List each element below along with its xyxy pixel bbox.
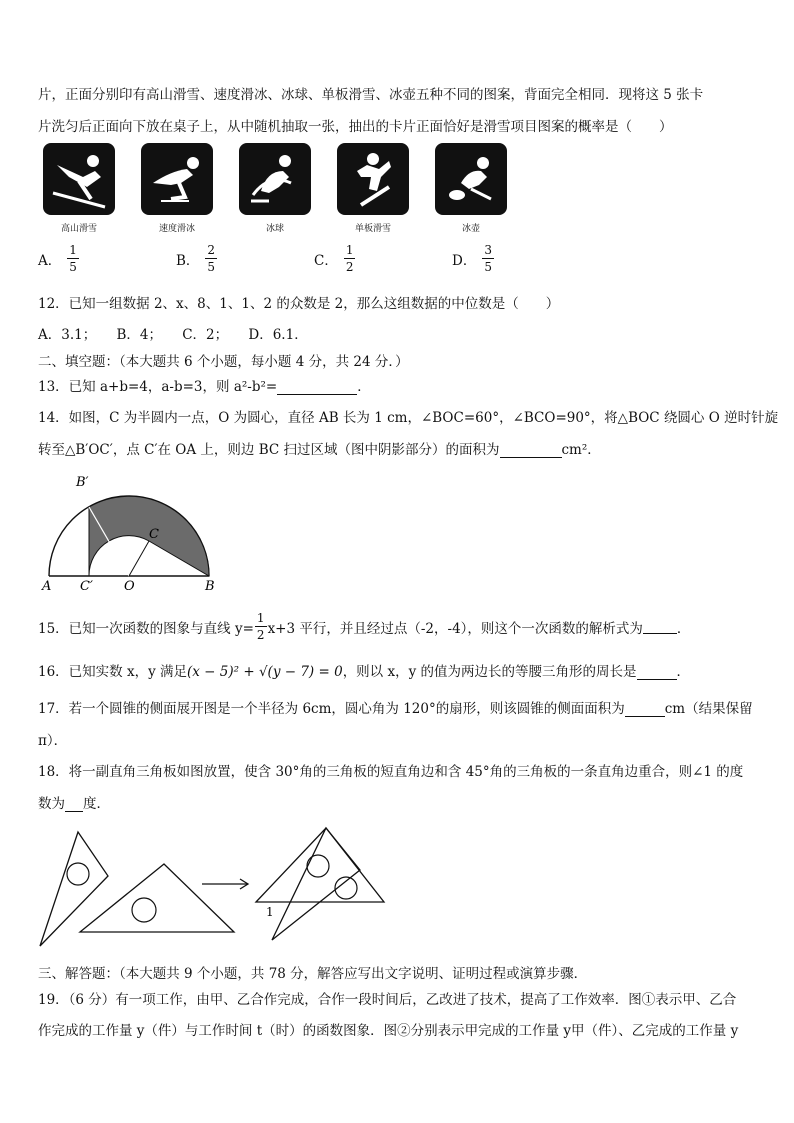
option-c bbox=[314, 244, 355, 273]
denominator: 5 bbox=[69, 260, 77, 274]
card-caption: 单板滑雪 bbox=[354, 224, 391, 234]
option-b bbox=[176, 244, 217, 273]
combined-triangle-30 bbox=[272, 828, 360, 940]
option-label: D． bbox=[452, 252, 477, 269]
sport-cards bbox=[38, 143, 518, 243]
card-caption: 速度滑冰 bbox=[158, 224, 195, 234]
numerator: 1 bbox=[256, 611, 265, 625]
fraction bbox=[344, 244, 356, 273]
card-speed-skating bbox=[141, 143, 213, 234]
alpine-skiing-icon bbox=[43, 143, 115, 215]
q14-line-2-prefix: 转至△B′OC′，点 C′在 OA 上，则边 BC 扫过区域（图中阴影部分）的面积为 bbox=[38, 442, 500, 458]
label-c-prime: C′ bbox=[80, 579, 93, 594]
q13-prefix: 13．已知 a+b=4，a-b=3，则 a²-b²= bbox=[38, 379, 278, 395]
q11-line-1: 片，正面分别印有高山滑雪、速度滑冰、冰球、单板滑雪、冰壶五种不同的图案，背面完全相同．现将这 5 张卡 bbox=[38, 87, 704, 103]
numerator: 1 bbox=[69, 243, 77, 257]
q14-line-1: 14．如图，C 为半圆内一点，O 为圆心，直径 AB 长为 1 cm，∠BOC=60°，∠BCO=90°，将△BOC 绕圆心 O 逆时针旋 bbox=[38, 410, 779, 426]
q11-line-2: 片洗匀后正面向下放在桌子上，从中随机抽取一张，抽出的卡片正面恰好是滑雪项目图案的概率是（ ） bbox=[38, 119, 673, 135]
q18-suffix: 度． bbox=[83, 796, 110, 812]
q15-prefix: 15．已知一次函数的图象与直线 y= bbox=[38, 620, 254, 637]
answer-blank bbox=[277, 394, 357, 395]
denominator: 2 bbox=[345, 260, 354, 274]
q18-line-1: 18．将一副直角三角板如图放置，使含 30°角的三角板的短直角边和含 45°角的三角板的一条直角边重合，则∠1 的度 bbox=[38, 764, 744, 780]
q19-line-1: 19．（6 分）有一项工作，由甲、乙合作完成，合作一段时间后，乙改进了技术，提高了工作效率．图①表示甲、乙合 bbox=[38, 992, 737, 1008]
denominator: 5 bbox=[484, 260, 492, 274]
q13-suffix: ． bbox=[357, 379, 371, 395]
triangle-30 bbox=[40, 832, 108, 946]
q18-prefix: 数为 bbox=[38, 796, 65, 812]
q18-line-2 bbox=[38, 792, 110, 812]
triangle-plates-figure bbox=[34, 822, 394, 952]
label-b: B bbox=[205, 579, 215, 594]
q17-line-2: π）． bbox=[38, 733, 68, 749]
ice-hockey-icon bbox=[239, 143, 311, 215]
q17-suffix: cm（结果保留 bbox=[664, 701, 753, 717]
q13 bbox=[38, 375, 371, 395]
numerator: 2 bbox=[207, 243, 216, 257]
answer-blank bbox=[65, 797, 83, 812]
speed-skating-icon bbox=[141, 143, 213, 215]
option-d bbox=[452, 244, 494, 273]
q11-options bbox=[38, 244, 538, 284]
angle-1-label: 1 bbox=[266, 905, 274, 919]
option-a bbox=[38, 244, 79, 273]
q17-prefix: 17．若一个圆锥的侧面展开图是一个半径为 6cm，圆心角为 120°的扇形，则该圆锥的侧面面积为 bbox=[38, 701, 625, 717]
card-curling bbox=[435, 143, 507, 234]
answer-blank bbox=[500, 457, 562, 458]
q12-text: 12．已知一组数据 2、x、8、1、1、2 的众数是 2，那么这组数据的中位数是（ ） bbox=[38, 296, 560, 312]
triangle-hole bbox=[132, 898, 156, 922]
q17-line-1 bbox=[38, 697, 753, 717]
fraction bbox=[205, 244, 217, 273]
q16-suffix: ，则以 x，y 的值为两边长的等腰三角形的周长是 bbox=[342, 664, 637, 680]
numerator: 3 bbox=[484, 243, 492, 257]
fraction bbox=[67, 244, 79, 273]
q15 bbox=[38, 612, 690, 641]
fraction bbox=[482, 244, 494, 273]
card-ice-hockey bbox=[239, 143, 311, 234]
option-label: C． bbox=[314, 252, 338, 269]
triangle-45 bbox=[80, 864, 234, 932]
denominator: 5 bbox=[207, 260, 216, 274]
card-alpine-skiing bbox=[43, 143, 115, 234]
q19-line-2: 作完成的工作量 y（件）与工作时间 t（时）的函数图象．图②分别表示甲完成的工作量 y甲（件）、乙完成的工作量 y bbox=[38, 1023, 739, 1039]
answer-blank bbox=[643, 619, 677, 634]
q12-options: A．3.1； B．4； C．2； D．6.1． bbox=[38, 327, 308, 343]
semicircle-figure bbox=[34, 468, 230, 598]
card-caption: 冰壶 bbox=[461, 224, 480, 234]
snowboard-icon bbox=[337, 143, 409, 215]
card-caption: 高山滑雪 bbox=[60, 224, 97, 234]
fraction-one-half bbox=[255, 612, 267, 641]
q15-suffix: x+3 平行，并且经过点（-2，-4），则这个一次函数的解析式为 bbox=[267, 620, 643, 637]
numerator: 1 bbox=[345, 243, 354, 257]
answer-blank bbox=[625, 702, 665, 717]
q16 bbox=[38, 660, 690, 680]
triangle-hole bbox=[307, 855, 329, 877]
q16-prefix: 16．已知实数 x，y 满足 bbox=[38, 664, 188, 680]
denominator: 2 bbox=[256, 628, 265, 642]
card-caption: 冰球 bbox=[265, 224, 284, 234]
q14-line-2 bbox=[38, 438, 601, 458]
label-o: O bbox=[124, 579, 135, 594]
option-label: A． bbox=[38, 252, 62, 269]
option-label: B． bbox=[176, 252, 200, 269]
label-b-prime: B′ bbox=[76, 475, 89, 490]
label-c: C bbox=[149, 527, 159, 542]
answer-blank bbox=[637, 665, 677, 680]
curling-icon bbox=[435, 143, 507, 215]
q14-line-2-suffix: cm²． bbox=[561, 442, 601, 458]
section-2-heading: 二、填空题：（本大题共 6 个小题，每小题 4 分，共 24 分．） bbox=[38, 354, 409, 370]
section-3-heading: 三、解答题：（本大题共 9 个小题，共 78 分，解答应写出文字说明、证明过程或演算步骤． bbox=[38, 966, 588, 982]
q16-formula: (x − 5)² + √(y − 7) = 0 bbox=[187, 664, 343, 680]
q16-end: ． bbox=[676, 664, 691, 680]
triangle-hole bbox=[67, 863, 89, 885]
segment-oc bbox=[129, 541, 149, 576]
label-a: A bbox=[42, 579, 52, 594]
card-snowboard bbox=[337, 143, 409, 234]
q15-end: ． bbox=[676, 620, 691, 637]
